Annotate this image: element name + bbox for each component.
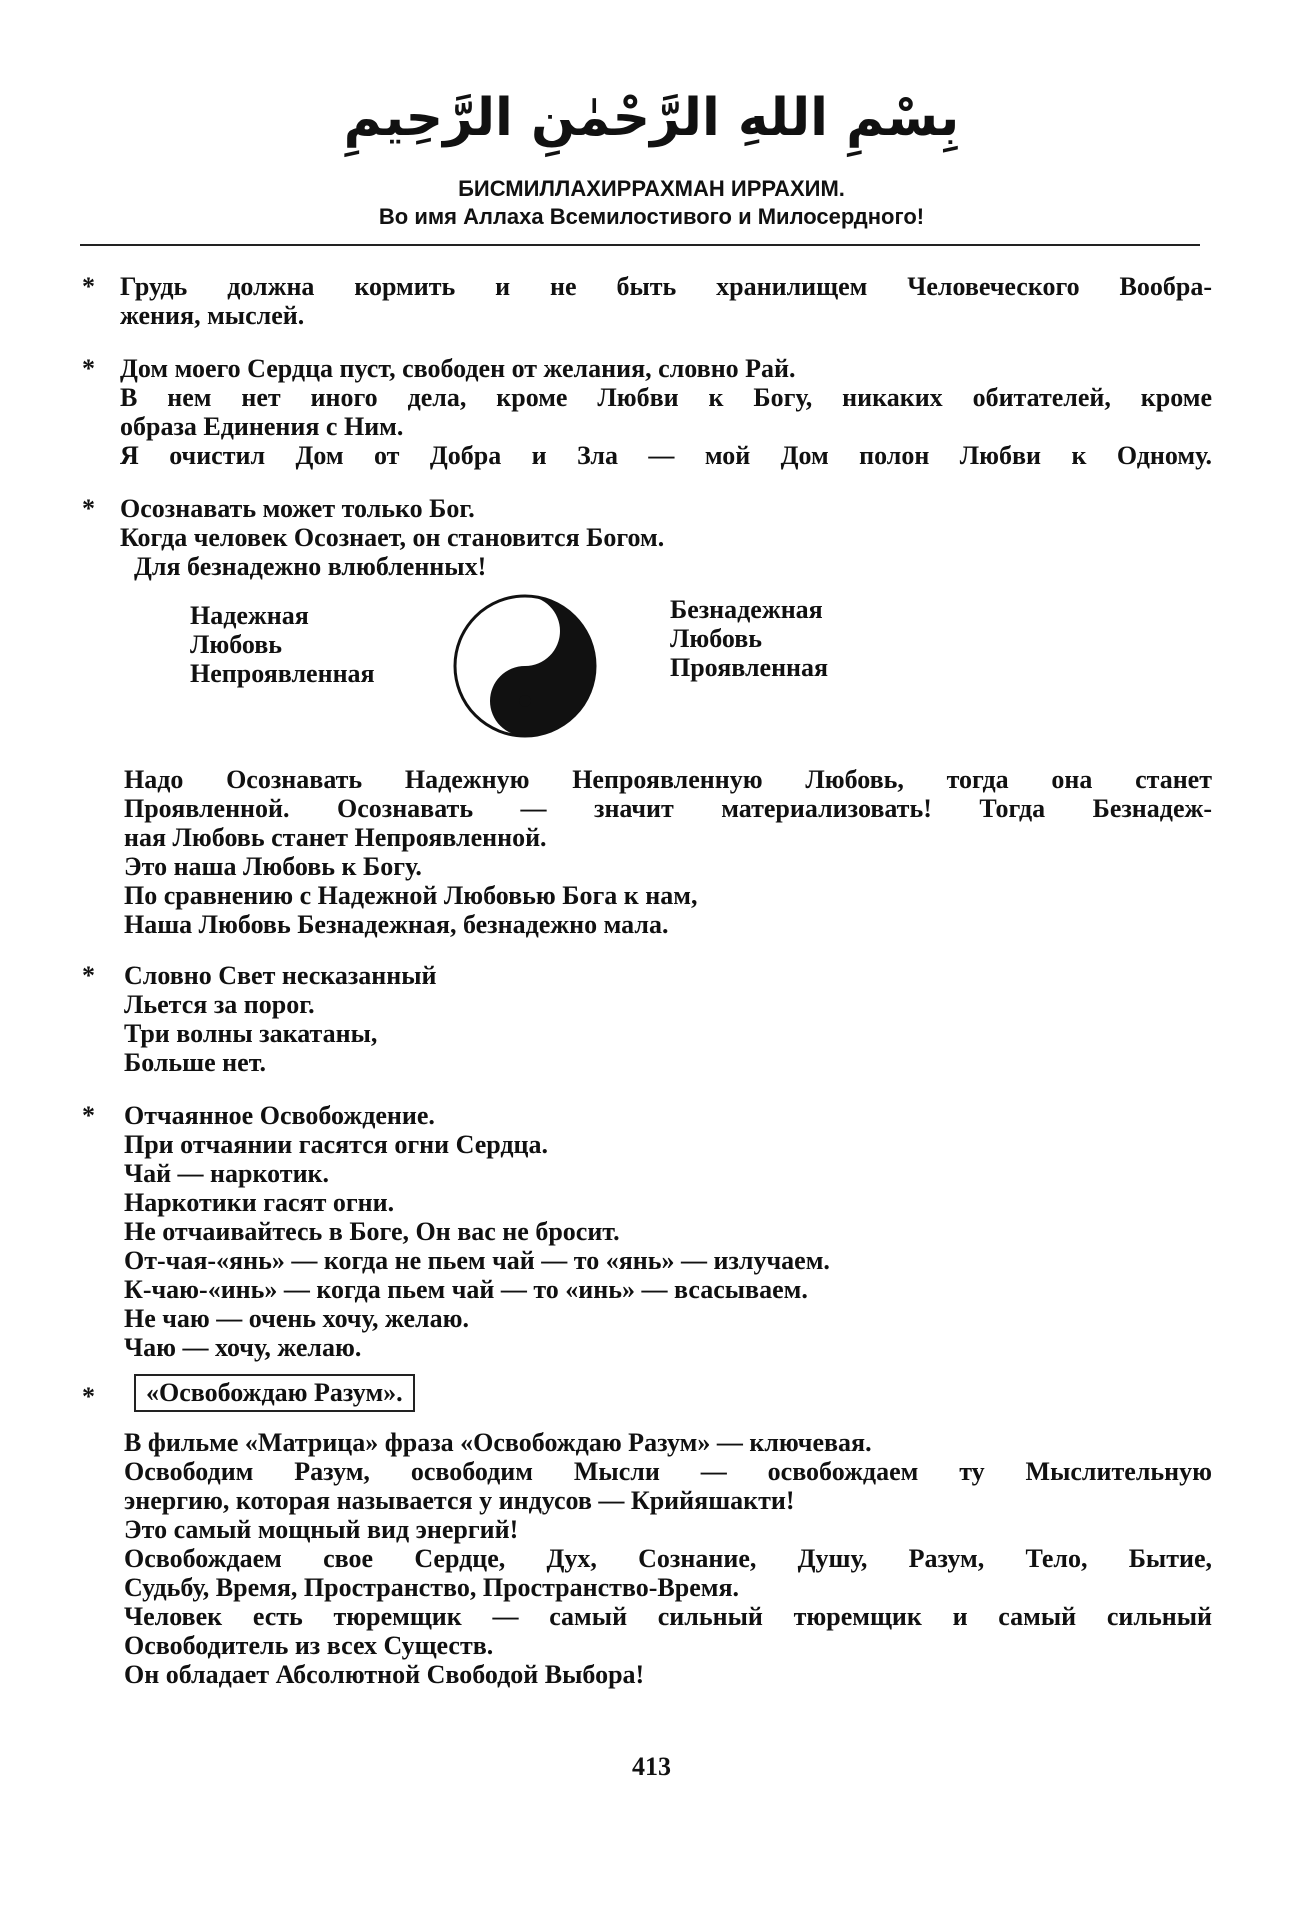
text-line: Освобождаем свое Сердце, Дух, Сознание, Душу, Разум, Тело, Бытие, [124,1544,1212,1573]
text-line: Осознавать может только Бог. [120,494,475,523]
text-line: Он обладает Абсолютной Свободой Выбора! [124,1660,645,1689]
basmala-calligraphy: بِسْمِ اللهِ الرَّحْمٰنِ الرَّحِيمِ [343,88,960,148]
bullet-star: * [82,272,95,301]
text-line: Больше нет. [124,1048,267,1077]
yang-label-line: Безнадежная [670,595,823,624]
text-line: Для безнадежно влюбленных! [134,552,487,581]
text-line: Я очистил Дом от Добра и Зла — мой Дом полон Любви к Одному. [120,441,1212,470]
text-line: Наша Любовь Безнадежная, безнадежно мала. [124,910,669,939]
paragraph-3 [82,494,1212,581]
text-line: Освободитель из всех Существ. [124,1631,494,1660]
text-line: Льется за порог. [124,990,315,1019]
bullet-star: * [82,354,95,383]
paragraph-6 [82,1101,1212,1362]
yin-yang-icon [450,591,600,741]
yin-label-block [190,601,375,688]
text-line: Освободим Разум, освободим Мысли — освобождаем ту Мыслительную [124,1457,1212,1486]
bullet-star: * [82,1382,95,1411]
text-line: По сравнению с Надежной Любовью Бога к нам, [124,881,698,910]
text-line: Дом моего Сердца пуст, свободен от желания, словно Рай. [120,354,796,383]
text-line: Когда человек Осознает, он становится Богом. [120,523,665,552]
text-line: От-чая-«янь» — когда не пьем чай — то «янь» — излучаем. [124,1246,830,1275]
yin-label-line: Надежная [190,601,309,630]
text-line: энергию, которая называется у индусов — Крийяшакти! [124,1486,795,1515]
text-line: Это самый мощный вид энергий! [124,1515,519,1544]
text-line: При отчаянии гасятся огни Сердца. [124,1130,549,1159]
yin-label-line: Любовь [190,630,283,659]
header-divider [80,244,1200,246]
yang-label-block [670,595,828,682]
text-line: В фильме «Матрица» фраза «Освобождаю Разум» — ключевая. [124,1428,872,1457]
paragraph-1 [82,272,1212,330]
text-line: Три волны закатаны, [124,1019,378,1048]
text-line: Наркотики гасят огни. [124,1188,395,1217]
text-line: Проявленной. Осознавать — значит материализовать! Тогда Безнадеж- [124,794,1212,823]
boxed-phrase: «Освобождаю Разум». [134,1374,415,1412]
text-line: К-чаю-«инь» — когда пьем чай — то «инь» — всасываем. [124,1275,808,1304]
paragraph-8 [82,1428,1212,1689]
text-line: Человек есть тюремщик — самый сильный тюремщик и самый сильный [124,1602,1212,1631]
yang-label-line: Проявленная [670,653,829,682]
page-body [82,272,1212,1711]
basmala-transliteration: БИСМИЛЛАХИРРАХМАН ИРРАХИМ. [458,176,845,201]
text-line: Не отчаивайтесь в Боге, Он вас не бросит. [124,1217,620,1246]
text-line: жения, мыслей. [120,301,305,330]
page-number: 413 [632,1752,671,1781]
text-line: Словно Свет несказанный [124,961,437,990]
text-line: Не чаю — очень хочу, желаю. [124,1304,469,1333]
text-line: Судьбу, Время, Пространство, Пространство-Время. [124,1573,740,1602]
text-line: ная Любовь станет Непроявленной. [124,823,547,852]
boxed-phrase-row [82,1374,1212,1414]
bullet-star: * [82,1101,95,1130]
yin-label-line: Непроявленная [190,659,375,688]
text-line: образа Единения с Ним. [120,412,404,441]
text-line: В нем нет иного дела, кроме Любви к Богу, никаких обитателей, кроме [120,383,1212,412]
text-line: Грудь должна кормить и не быть хранилищем Человеческого Вообра- [120,272,1212,301]
bullet-star: * [82,961,95,990]
yang-label-line: Любовь [670,624,763,653]
text-line: Отчаянное Освобождение. [124,1101,435,1130]
yin-yang-diagram [82,591,1212,745]
paragraph-5 [82,961,1212,1077]
paragraph-2 [82,354,1212,470]
text-line: Чай — наркотик. [124,1159,330,1188]
text-line: Это наша Любовь к Богу. [124,852,422,881]
text-line: Надо Осознавать Надежную Непроявленную Любовь, тогда она станет [124,765,1212,794]
bullet-star: * [82,494,95,523]
paragraph-4 [82,765,1212,939]
basmala-translation: Во имя Аллаха Всемилостивого и Милосердного! [378,204,925,229]
text-line: Чаю — хочу, желаю. [124,1333,362,1362]
